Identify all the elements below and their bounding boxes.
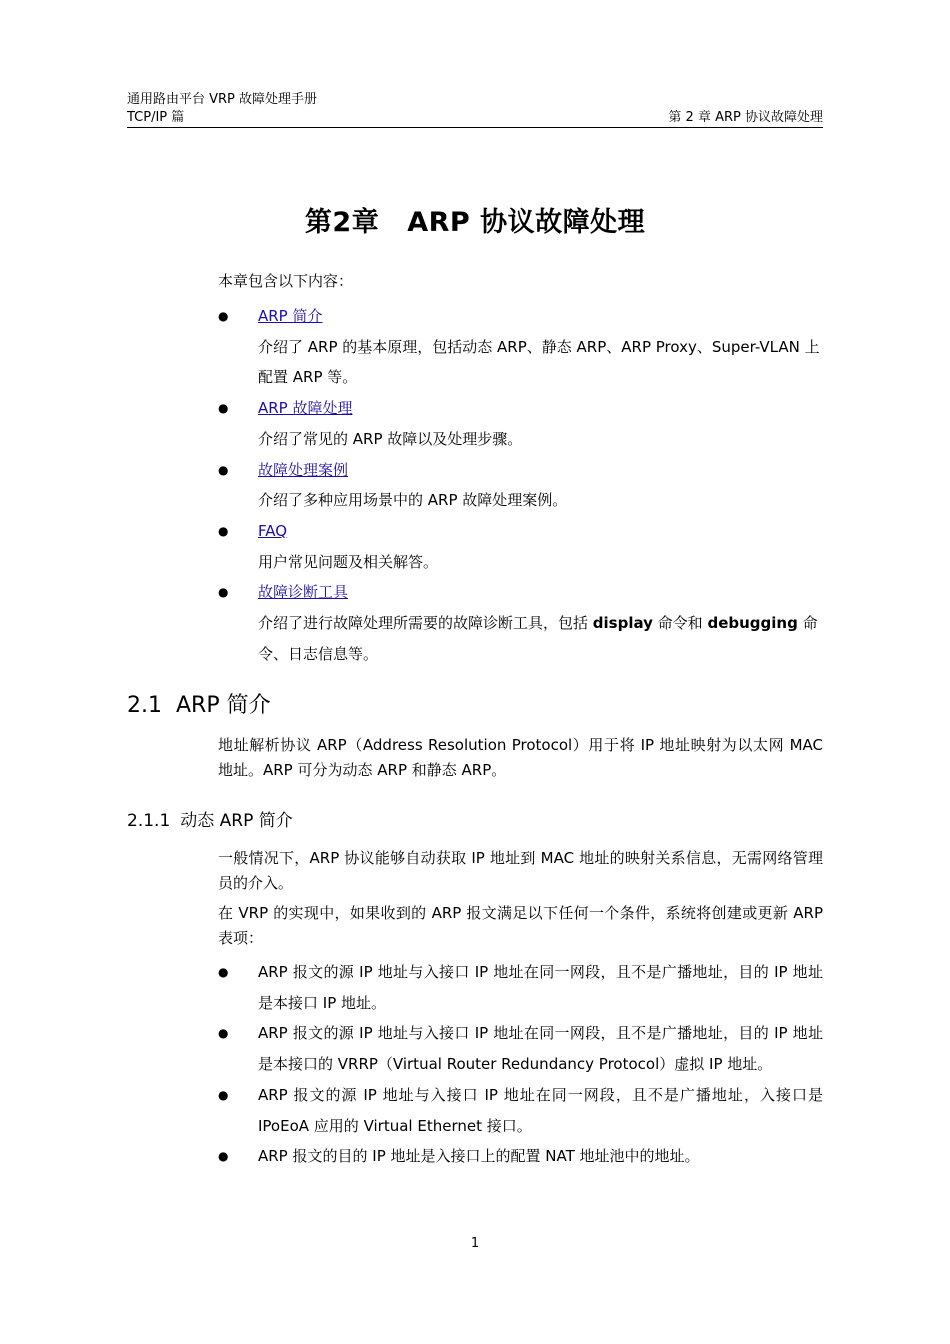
- toc-description: 用户常见问题及相关解答。: [258, 552, 439, 571]
- running-header-left: TCP/IP 篇: [127, 110, 185, 125]
- toc-description: 介绍了常见的 ARP 故障以及处理步骤。: [258, 429, 523, 448]
- toc-description: 介绍了 ARP 的基本原理，包括动态 ARP、静态 ARP、ARP Proxy、Super-VLAN 上配置 ARP 等。: [258, 337, 820, 387]
- bullet-icon: ●: [218, 462, 229, 477]
- list-item: [218, 1141, 823, 1172]
- page-number: 1: [470, 1236, 480, 1251]
- bullet-icon: ●: [218, 585, 229, 600]
- toc-link-faq[interactable]: FAQ: [258, 521, 288, 540]
- list-item-text: ARP 报文的目的 IP 地址是入接口上的配置 NAT 地址池中的地址。: [258, 1147, 700, 1166]
- list-item: [218, 577, 823, 608]
- list-item: [218, 455, 823, 486]
- condition-list: [218, 957, 823, 1172]
- list-item-text: ARP 报文的源 IP 地址与入接口 IP 地址在同一网段，且不是广播地址，目的 IP 地址是本接口 IP 地址。: [258, 963, 823, 1012]
- toc-link-arp-troubleshooting[interactable]: ARP 故障处理: [258, 399, 353, 418]
- chapter-contents-list: [218, 301, 823, 669]
- chapter-intro: 本章包含以下内容：: [218, 272, 354, 290]
- section-title: ARP 简介: [176, 693, 271, 718]
- list-item: [218, 957, 823, 1018]
- subsection-number: 2.1.1: [127, 811, 171, 831]
- bullet-icon: ●: [218, 1087, 229, 1102]
- running-header: [127, 110, 823, 128]
- running-header-right: 第 2 章 ARP 协议故障处理: [668, 110, 823, 125]
- command-debugging: debugging: [707, 614, 798, 633]
- chapter-title: [0, 200, 950, 239]
- toc-link-diagnostic-tools[interactable]: 故障诊断工具: [258, 583, 349, 602]
- chapter-number: 第2章: [304, 207, 380, 238]
- section-number: 2.1: [127, 693, 162, 718]
- list-item-text: ARP 报文的源 IP 地址与入接口 IP 地址在同一网段，且不是广播地址，入接口是 IPoEoA 应用的 Virtual Ethernet 接口。: [258, 1085, 823, 1135]
- list-item: [218, 301, 823, 332]
- subsection-heading: [127, 806, 293, 831]
- running-header-title: 通用路由平台 VRP 故障处理手册: [127, 92, 318, 107]
- bullet-icon: ●: [218, 965, 229, 979]
- desc-text: 命令和: [652, 614, 708, 633]
- bullet-icon: ●: [218, 309, 229, 323]
- list-item: [218, 1080, 823, 1141]
- toc-description: [218, 608, 823, 669]
- bullet-icon: ●: [218, 401, 229, 416]
- bullet-icon: ●: [218, 1026, 229, 1041]
- command-display: display: [592, 614, 653, 633]
- bullet-icon: ●: [218, 1149, 229, 1164]
- desc-text: 命令、日志信息等。: [258, 614, 818, 663]
- desc-text: 介绍了进行故障处理所需要的故障诊断工具，包括: [258, 614, 593, 633]
- list-item: [218, 1018, 823, 1079]
- section-paragraph: 地址解析协议 ARP（Address Resolution Protocol）用于将 IP 地址映射为以太网 MAC 地址。ARP 可分为动态 ARP 和静态 ARP。: [218, 736, 823, 779]
- section-heading: [127, 688, 271, 719]
- toc-link-arp-intro[interactable]: ARP 简介: [258, 307, 323, 325]
- list-item: [218, 393, 823, 424]
- bullet-icon: ●: [218, 523, 229, 538]
- list-item: [218, 516, 823, 547]
- subsection-paragraph-2: 在 VRP 的实现中，如果收到的 ARP 报文满足以下任何一个条件，系统将创建或更新 ARP 表项：: [218, 904, 823, 947]
- chapter-name: ARP 协议故障处理: [407, 207, 646, 238]
- toc-description: 介绍了多种应用场景中的 ARP 故障处理案例。: [258, 491, 568, 510]
- subsection-title: 动态 ARP 简介: [180, 811, 293, 831]
- subsection-paragraph-1: 一般情况下，ARP 协议能够自动获取 IP 地址到 MAC 地址的映射关系信息，无需网络管理员的介入。: [218, 849, 823, 892]
- list-item-text: ARP 报文的源 IP 地址与入接口 IP 地址在同一网段，且不是广播地址，目的 IP 地址是本接口的 VRRP（Virtual Router Redundancy Protocol）虚拟 IP 地址。: [258, 1024, 823, 1074]
- toc-link-cases[interactable]: 故障处理案例: [258, 460, 349, 479]
